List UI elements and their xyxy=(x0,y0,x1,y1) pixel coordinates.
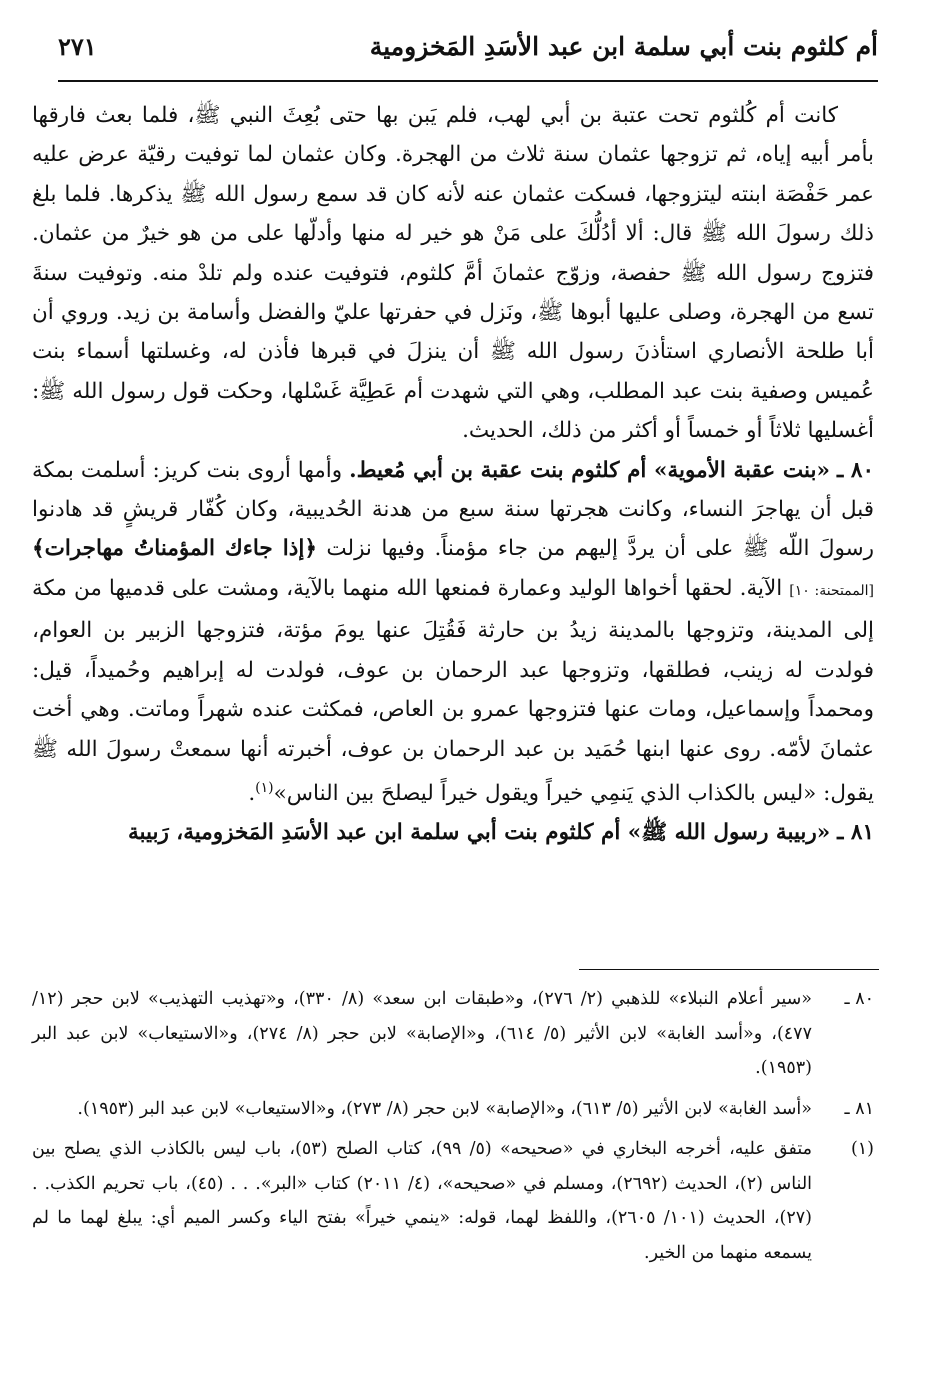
quran-verse: ﴿إذا جاءك المؤمناتُ مهاجرات﴾ xyxy=(32,536,317,562)
footnote-text: متفق عليه، أخرجه البخاري في «صحيحه» (٥/ ٩٩)، كتاب الصلح (٥٣)، باب ليس بالكاذب الذي يصلح بين الناس (٢)، الحديث (٢٦٩٢)، ومسلم في «صحيحه»، (٤/ ٢٠١١) كتاب «البر». . . (٤٥)، باب تحريم الكذب. . (٢٧)، الحديث (١٠١/ ٢٦٠٥)، واللفظ لهما، قوله: «ينمي خيراً» بفتح الياء وكسر الميم أي: يبلغ لهما ما لم يسمعه منهما من الخير. xyxy=(32,1139,813,1263)
footnote-80 xyxy=(32,982,874,1086)
page-header xyxy=(58,22,878,82)
entry-80-number: ٨٠ ـ xyxy=(836,457,874,483)
paragraph-1: كانت أم كُلثوم تحت عتبة بن أبي لهب، فلم يَبن بها حتى بُعِثَ النبي ﷺ، فلما بعث فارقها بأمر أبيه إياه، ثم تزوجها عثمان سنة ثلاث من الهجرة. وكان عثمان لما توفيت رقيّة عرض عليه عمر حَفْصَة ابنته ليتزوجها، فسكت عثمان عنه لأنه كان قد سمع رسول الله ﷺ يذكرها. فلما بلغ ذلك رسولَ الله ﷺ قال: ألا أدُلُّكَ على مَنْ هو خير له منها وأدلّها على من هو خيرٌ من عثمان. فتزوج رسول الله ﷺ حفصة، وزوّج عثمانَ أمَّ كلثوم، فتوفيت عنده ولم تلدْ منه. وتوفيت سنةَ تسع من الهجرة، وصلى عليها أبوها ﷺ، ونَزل في حفرتها عليّ والفضل وأسامة بن زيد. وروي أن أبا طلحة الأنصاري استأذنَ رسول الله ﷺ أن ينزلَ في قبرها فأذن له، وغسلتها أسماء بنت عُميس وصفية بنت عبد المطلب، وهي التي شهدت أم عَطِيَّة غَسْلها، وحكت قول رسول الله ﷺ: أغسليها ثلاثاً أو خمساً أو أكثر من ذلك، الحديث. xyxy=(32,103,874,444)
footnote-separator xyxy=(579,969,879,970)
running-title: أم كلثوم بنت أبي سلمة ابن عبد الأسَدِ المَخزومية xyxy=(369,32,878,61)
entry-80-text-a: وأمها أروى بنت كريز: أسلمت بمكة قبل أن يهاجرَ النساء، وكانت هجرتها سنة سبع من هدنة الحُديبية، وكان كُفّار قريشٍ قد هادنوا رسولَ اللّه ﷺ على أن يردَّ إليهم من جاء مؤمناً. وفيها نزلت xyxy=(32,457,875,562)
entry-80 xyxy=(32,451,874,814)
entry-80-heading: «بنت عقبة الأموية» أم كلثوم بنت عقبة بن أبي مُعيط. xyxy=(349,457,830,483)
footnote-81 xyxy=(32,1092,874,1127)
footnote-1 xyxy=(32,1132,874,1270)
main-text xyxy=(32,96,874,853)
entry-81-number: ٨١ ـ xyxy=(837,820,874,846)
footnote-label: ٨٠ ـ xyxy=(844,989,874,1009)
footnote-ref: (١) xyxy=(255,779,274,796)
footnote-text: «سير أعلام النبلاء» للذهبي (٢/ ٢٧٦)، و«طبقات ابن سعد» (٨/ ٣٣٠)، و«تهذيب التهذيب» لابن حجر (١٢/ ٤٧٧)، و«أسد الغابة» لابن الأثير (٥/ ٦١٤)، و«الإصابة» لابن حجر (٨/ ٢٧٤)، و«الاستيعاب» لابن عبد البر (١٩٥٣). xyxy=(32,989,813,1078)
entry-81 xyxy=(32,813,874,852)
footnote-label: (١) xyxy=(850,1139,874,1159)
quran-reference: [الممتحنة: ١٠] xyxy=(789,582,874,599)
footnote-text: «أسد الغابة» لابن الأثير (٥/ ٦١٣)، و«الإصابة» لابن حجر (٨/ ٢٧٣)، و«الاستيعاب» لابن عبد البر (١٩٥٣). xyxy=(77,1098,812,1119)
page-number: ٢٧١ xyxy=(58,32,97,61)
entry-80-text-b: الآية. لحقها أخواها الوليد وعمارة فمنعها الله منهما بالآية، ومشت على قدميها من مكة إلى المدينة، وتزوجها بالمدينة زيدُ بن حارثة فَقُتِلَ عنها يومَ مؤتة، فتزوجها الزبير بن العوام، فولدت له زينب، فطلقها، وتزوجها عبد الرحمان بن عوف، فولدت له إبراهيم وحُميداً، قيل: ومحمداً وإسماعيل، ومات عنها فتزوجها عمرو بن العاص، فمكثت عنده شهراً وماتت. وهي أخت عثمانَ لأمّه. روى عنها ابنها حُمَيد بن عبد الرحمان بن عوف، أخبرته أنها سمعتْ رسولَ الله ﷺ يقول: «ليس بالكذاب الذي يَنمِي خيراً ويقول خيراً ليصلحَ بين الناس» xyxy=(32,575,874,807)
entry-81-heading: «ربيبة رسول الله ﷺ» أم كلثوم بنت أبي سلمة ابن عبد الأسَدِ المَخزومية، رَبيبة xyxy=(127,820,831,846)
footnote-label: ٨١ ـ xyxy=(844,1098,874,1119)
entry-80-end: . xyxy=(248,781,256,807)
footnotes xyxy=(32,982,874,1276)
